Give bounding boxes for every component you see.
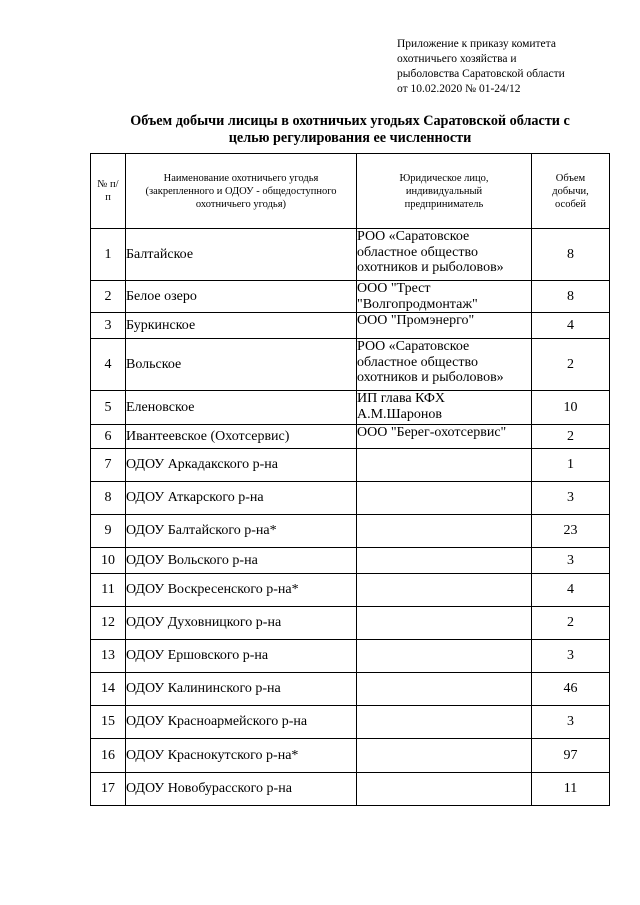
legal-entity bbox=[357, 739, 532, 773]
row-number: 14 bbox=[91, 673, 126, 706]
document-title bbox=[90, 113, 610, 147]
row-number: 17 bbox=[91, 773, 126, 806]
table-header-row bbox=[91, 154, 610, 229]
hunting-ground-name: ОДОУ Новобурасского р-на bbox=[126, 773, 357, 806]
legal-entity bbox=[357, 548, 532, 574]
harvest-volume: 4 bbox=[532, 313, 610, 339]
harvest-volume: 3 bbox=[532, 706, 610, 739]
hunting-ground-name: ОДОУ Воскресенского р-на* bbox=[126, 574, 357, 607]
table-row bbox=[91, 313, 610, 339]
row-number: 8 bbox=[91, 482, 126, 515]
hunting-ground-name: Вольское bbox=[126, 339, 357, 391]
harvest-volume: 1 bbox=[532, 449, 610, 482]
row-number: 1 bbox=[91, 229, 126, 281]
title-line-2: целью регулирования ее численности bbox=[228, 130, 472, 146]
legal-entity: ООО "Промэнерго" bbox=[357, 313, 532, 339]
appendix-line: охотничьего хозяйства и bbox=[397, 53, 517, 65]
harvest-volume: 4 bbox=[532, 574, 610, 607]
legal-entity: ООО "Берег-охотсервис" bbox=[357, 425, 532, 449]
table-row bbox=[91, 425, 610, 449]
row-number: 7 bbox=[91, 449, 126, 482]
harvest-volume: 97 bbox=[532, 739, 610, 773]
harvest-volume: 2 bbox=[532, 425, 610, 449]
table-row bbox=[91, 449, 610, 482]
appendix-line: Приложение к приказу комитета bbox=[397, 38, 556, 50]
legal-entity bbox=[357, 673, 532, 706]
hunting-ground-name: ОДОУ Вольского р-на bbox=[126, 548, 357, 574]
legal-entity bbox=[357, 482, 532, 515]
hunting-ground-name: ОДОУ Красноармейского р-на bbox=[126, 706, 357, 739]
table-row bbox=[91, 482, 610, 515]
legal-entity: РОО «Саратовское областное общество охотников и рыболовов» bbox=[357, 339, 532, 391]
hunting-ground-name: ОДОУ Калининского р-на bbox=[126, 673, 357, 706]
row-number: 9 bbox=[91, 515, 126, 548]
table-row bbox=[91, 706, 610, 739]
hunting-ground-name: Еленовское bbox=[126, 391, 357, 425]
harvest-volume: 3 bbox=[532, 640, 610, 673]
title-line-1: Объем добычи лисицы в охотничьих угодьях Саратовской области с bbox=[130, 113, 570, 129]
legal-entity: ООО "Трест "Волгопродмонтаж" bbox=[357, 281, 532, 313]
hunting-ground-name: Буркинское bbox=[126, 313, 357, 339]
row-number: 11 bbox=[91, 574, 126, 607]
hunting-ground-name: ОДОУ Балтайского р-на* bbox=[126, 515, 357, 548]
hunting-ground-name: Балтайское bbox=[126, 229, 357, 281]
row-number: 16 bbox=[91, 739, 126, 773]
row-number: 12 bbox=[91, 607, 126, 640]
legal-entity bbox=[357, 640, 532, 673]
row-number: 10 bbox=[91, 548, 126, 574]
table-row bbox=[91, 339, 610, 391]
legal-entity: ИП глава КФХ А.М.Шаронов bbox=[357, 391, 532, 425]
header-num: № п/п bbox=[91, 154, 126, 229]
harvest-volume: 10 bbox=[532, 391, 610, 425]
table-row bbox=[91, 673, 610, 706]
harvest-volume: 2 bbox=[532, 607, 610, 640]
header-org: Юридическое лицо, индивидуальный предприниматель bbox=[357, 154, 532, 229]
quota-table bbox=[90, 153, 610, 806]
harvest-volume: 3 bbox=[532, 482, 610, 515]
row-number: 5 bbox=[91, 391, 126, 425]
table-row bbox=[91, 548, 610, 574]
harvest-volume: 2 bbox=[532, 339, 610, 391]
header-name: Наименование охотничьего угодья (закрепленного и ОДОУ - общедоступного охотничьего угодья) bbox=[126, 154, 357, 229]
appendix-line: рыболовства Саратовской области bbox=[397, 68, 565, 80]
table-row bbox=[91, 607, 610, 640]
hunting-ground-name: ОДОУ Ершовского р-на bbox=[126, 640, 357, 673]
hunting-ground-name: Белое озеро bbox=[126, 281, 357, 313]
row-number: 3 bbox=[91, 313, 126, 339]
row-number: 15 bbox=[91, 706, 126, 739]
table-row bbox=[91, 281, 610, 313]
header-volume: Объем добычи, особей bbox=[532, 154, 610, 229]
table-row bbox=[91, 739, 610, 773]
table-row bbox=[91, 391, 610, 425]
legal-entity bbox=[357, 449, 532, 482]
row-number: 13 bbox=[91, 640, 126, 673]
legal-entity: РОО «Саратовское областное общество охотников и рыболовов» bbox=[357, 229, 532, 281]
row-number: 2 bbox=[91, 281, 126, 313]
legal-entity bbox=[357, 773, 532, 806]
legal-entity bbox=[357, 515, 532, 548]
hunting-ground-name: ОДОУ Духовницкого р-на bbox=[126, 607, 357, 640]
hunting-ground-name: ОДОУ Аркадакского р-на bbox=[126, 449, 357, 482]
legal-entity bbox=[357, 706, 532, 739]
hunting-ground-name: ОДОУ Краснокутского р-на* bbox=[126, 739, 357, 773]
row-number: 6 bbox=[91, 425, 126, 449]
table-row bbox=[91, 515, 610, 548]
legal-entity bbox=[357, 607, 532, 640]
harvest-volume: 8 bbox=[532, 229, 610, 281]
row-number: 4 bbox=[91, 339, 126, 391]
appendix-line: от 10.02.2020 № 01-24/12 bbox=[397, 83, 521, 95]
harvest-volume: 8 bbox=[532, 281, 610, 313]
legal-entity bbox=[357, 574, 532, 607]
harvest-volume: 46 bbox=[532, 673, 610, 706]
harvest-volume: 23 bbox=[532, 515, 610, 548]
harvest-volume: 11 bbox=[532, 773, 610, 806]
table-row bbox=[91, 640, 610, 673]
table-row bbox=[91, 773, 610, 806]
hunting-ground-name: ОДОУ Аткарского р-на bbox=[126, 482, 357, 515]
table-row bbox=[91, 229, 610, 281]
harvest-volume: 3 bbox=[532, 548, 610, 574]
hunting-ground-name: Ивантеевское (Охотсервис) bbox=[126, 425, 357, 449]
appendix-note bbox=[397, 37, 597, 97]
table-row bbox=[91, 574, 610, 607]
